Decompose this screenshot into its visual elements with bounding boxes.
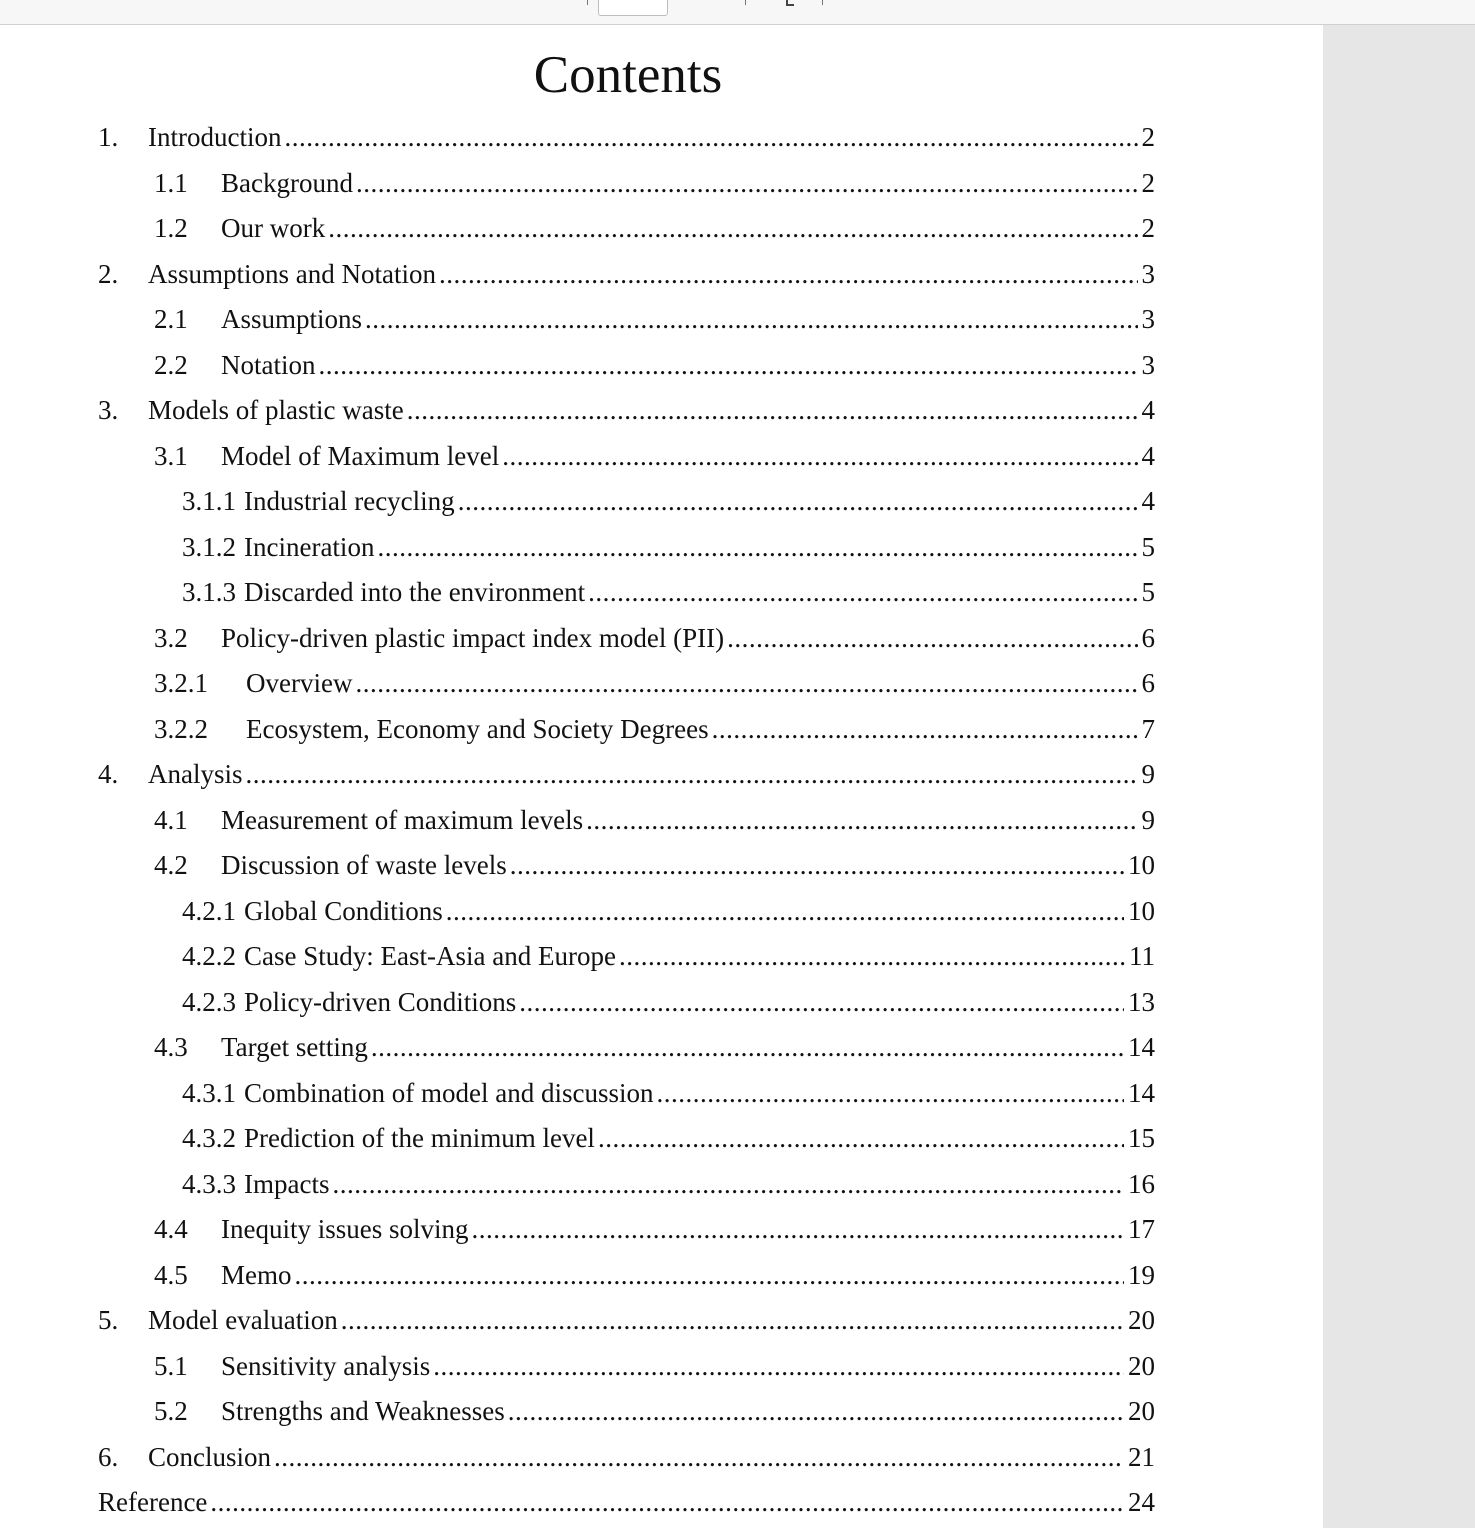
document-page (0, 25, 1323, 1528)
toc-entry-page: 10 (1128, 850, 1155, 880)
toc-leader-dots (586, 803, 1137, 837)
toc-entry[interactable] (154, 439, 1155, 473)
toc-leader-dots (341, 1303, 1124, 1337)
toc-entry-label: Sensitivity analysis (221, 1351, 431, 1381)
toc-entry-label: Global Conditions (244, 896, 443, 926)
toc-entry-page: 6 (1141, 623, 1155, 653)
toc-entry-page: 2 (1141, 213, 1155, 243)
toc-entry[interactable] (98, 1303, 1155, 1337)
toc-entry[interactable] (182, 894, 1155, 928)
toc-entry-number: 4.4 (154, 1214, 188, 1244)
toc-entry-number: 4.2.1 (182, 896, 236, 926)
toc-entry-page: 14 (1128, 1078, 1155, 1108)
toc-entry-number: 2.2 (154, 350, 188, 380)
toc-entry-number: 4.3.1 (182, 1078, 236, 1108)
toc-entry-label: Assumptions (221, 304, 363, 334)
toolbar-divider (822, 0, 823, 5)
toc-entry-label: Industrial recycling (244, 486, 455, 516)
toc-entry-label: Overview (246, 668, 353, 698)
fit-page-icon[interactable] (786, 0, 794, 6)
toc-entry[interactable] (182, 985, 1155, 1019)
toc-entry[interactable] (98, 393, 1155, 427)
toc-entry[interactable] (98, 1485, 1155, 1519)
toc-entry[interactable] (154, 211, 1155, 245)
toc-entry[interactable] (182, 1076, 1155, 1110)
toc-entry-page: 19 (1128, 1260, 1155, 1290)
toc-entry[interactable] (182, 1121, 1155, 1155)
toc-leader-dots (712, 712, 1138, 746)
toc-entry-page: 10 (1128, 896, 1155, 926)
toc-entry-page: 4 (1141, 441, 1155, 471)
toc-entry-number: 4.3.2 (182, 1123, 236, 1153)
toc-entry-label: Reference (98, 1487, 208, 1517)
toc-entry-number: 6. (98, 1442, 119, 1472)
toc-leader-dots (274, 1440, 1124, 1474)
toc-entry-label: Ecosystem, Economy and Society Degrees (246, 714, 709, 744)
toc-leader-dots (598, 1121, 1124, 1155)
toc-entry-label: Models of plastic waste (148, 395, 404, 425)
toc-entry-number: 4.3 (154, 1032, 188, 1062)
toc-leader-dots (284, 120, 1137, 154)
toc-entry[interactable] (154, 1394, 1155, 1428)
toc-entry[interactable] (154, 666, 1155, 700)
toc-entry-number: 3.2.1 (154, 668, 208, 698)
toc-entry-page: 9 (1141, 805, 1155, 835)
toc-entry-label: Conclusion (148, 1442, 272, 1472)
toc-leader-dots (355, 666, 1137, 700)
toc-entry-label: Discussion of waste levels (221, 850, 507, 880)
toc-entry-number: 5.2 (154, 1396, 188, 1426)
toc-entry-number: 1.2 (154, 213, 188, 243)
toolbar-divider (587, 0, 588, 5)
toc-leader-dots (446, 894, 1124, 928)
toc-entry-label: Memo (221, 1260, 292, 1290)
toc-entry-label: Assumptions and Notation (148, 259, 436, 289)
toc-leader-dots (439, 257, 1138, 291)
toc-leader-dots (371, 1030, 1124, 1064)
toc-entry-page: 3 (1141, 259, 1155, 289)
toc-entry-label: Combination of model and discussion (244, 1078, 654, 1108)
toc-leader-dots (519, 985, 1124, 1019)
toc-leader-dots (472, 1212, 1125, 1246)
viewer-background (1323, 25, 1475, 1528)
toc-entry-number: 5.1 (154, 1351, 188, 1381)
toc-entry-label: Background (221, 168, 353, 198)
toc-entry-number: 3.1 (154, 441, 188, 471)
toc-entry-label: Impacts (244, 1169, 330, 1199)
toc-entry-label: Policy-driven plastic impact index model (PII) (221, 623, 725, 653)
toc-entry[interactable] (154, 1258, 1155, 1292)
toc-entry-label: Measurement of maximum levels (221, 805, 584, 835)
toc-entry[interactable] (154, 1212, 1155, 1246)
toc-leader-dots (619, 939, 1125, 973)
toc-entry-page: 3 (1141, 304, 1155, 334)
toc-entry[interactable] (154, 1030, 1155, 1064)
toc-leader-dots (656, 1076, 1124, 1110)
toc-leader-dots (319, 348, 1138, 382)
toc-entry[interactable] (98, 757, 1155, 791)
toc-entry-number: 5. (98, 1305, 119, 1335)
toc-entry-number: 3.1.1 (182, 486, 236, 516)
toc-entry[interactable] (98, 1440, 1155, 1474)
toc-entry[interactable] (98, 120, 1155, 154)
toc-entry-page: 9 (1141, 759, 1155, 789)
toc-entry-number: 3.2 (154, 623, 188, 653)
toc-entry[interactable] (154, 166, 1155, 200)
toc-entry-page: 20 (1128, 1351, 1155, 1381)
toc-entry-label: Discarded into the environment (244, 577, 586, 607)
toc-entry[interactable] (182, 939, 1155, 973)
toc-entry-page: 3 (1141, 350, 1155, 380)
toc-entry-number: 2.1 (154, 304, 188, 334)
toc-entry-page: 4 (1141, 486, 1155, 516)
page-title: Contents (533, 46, 723, 104)
toc-entry-label: Incineration (244, 532, 375, 562)
toc-entry-number: 2. (98, 259, 119, 289)
toc-entry-page: 2 (1141, 168, 1155, 198)
toc-leader-dots (433, 1349, 1124, 1383)
toc-entry[interactable] (182, 575, 1155, 609)
toc-entry-page: 20 (1128, 1396, 1155, 1426)
toc-entry[interactable] (154, 803, 1155, 837)
toc-entry[interactable] (182, 1167, 1155, 1201)
toc-entry-number: 3.1.2 (182, 532, 236, 562)
toc-leader-dots (295, 1258, 1125, 1292)
toc-entry-number: 4.2.3 (182, 987, 236, 1017)
toc-entry-page: 16 (1128, 1169, 1155, 1199)
toc-entry-number: 4.2 (154, 850, 188, 880)
toc-entry-page: 4 (1141, 395, 1155, 425)
toc-entry-number: 4.2.2 (182, 941, 236, 971)
toc-leader-dots (365, 302, 1137, 336)
toc-entry-page: 13 (1128, 987, 1155, 1017)
toc-leader-dots (356, 166, 1138, 200)
toc-entry-label: Inequity issues solving (221, 1214, 469, 1244)
toc-entry-page: 17 (1128, 1214, 1155, 1244)
toc-entry[interactable] (154, 302, 1155, 336)
toc-leader-dots (377, 530, 1137, 564)
toc-leader-dots (502, 439, 1137, 473)
toc-entry[interactable] (182, 484, 1155, 518)
toc-entry-number: 4.5 (154, 1260, 188, 1290)
toc-entry-page: 6 (1141, 668, 1155, 698)
toc-entry-page: 11 (1129, 941, 1155, 971)
toc-leader-dots (727, 621, 1137, 655)
toc-entry[interactable] (154, 348, 1155, 382)
toc-entry-page: 15 (1128, 1123, 1155, 1153)
toc-entry-label: Case Study: East-Asia and Europe (244, 941, 616, 971)
toc-entry[interactable] (154, 621, 1155, 655)
toc-entry-number: 3.1.3 (182, 577, 236, 607)
toc-entry-label: Analysis (148, 759, 243, 789)
toc-entry[interactable] (154, 1349, 1155, 1383)
toc-entry-page: 24 (1128, 1487, 1155, 1517)
toc-entry[interactable] (154, 712, 1155, 746)
toc-entry-page: 5 (1141, 577, 1155, 607)
toc-entry-label: Prediction of the minimum level (244, 1123, 595, 1153)
toc-entry-number: 4. (98, 759, 119, 789)
toc-entry-page: 5 (1141, 532, 1155, 562)
toc-entry-label: Notation (221, 350, 316, 380)
toc-entry-page: 7 (1141, 714, 1155, 744)
toc-entry-number: 3. (98, 395, 119, 425)
toc-entry-number: 1.1 (154, 168, 188, 198)
toc-entry-label: Model evaluation (148, 1305, 338, 1335)
page-number-input[interactable] (598, 0, 668, 16)
toc-entry[interactable] (98, 257, 1155, 291)
toc-entry-page: 2 (1141, 122, 1155, 152)
toc-entry-label: Target setting (221, 1032, 368, 1062)
toc-leader-dots (588, 575, 1137, 609)
toc-entry-label: Introduction (148, 122, 282, 152)
toc-entry-label: Model of Maximum level (221, 441, 500, 471)
toolbar-divider (745, 0, 746, 5)
toc-entry-label: Our work (221, 213, 326, 243)
toc-leader-dots (407, 393, 1138, 427)
toc-entry-label: Strengths and Weaknesses (221, 1396, 505, 1426)
toc-leader-dots (458, 484, 1138, 518)
toc-entry-number: 3.2.2 (154, 714, 208, 744)
toc-entry-page: 20 (1128, 1305, 1155, 1335)
toc-leader-dots (210, 1485, 1124, 1519)
toc-leader-dots (246, 757, 1138, 791)
toc-leader-dots (328, 211, 1137, 245)
toc-leader-dots (510, 848, 1124, 882)
toc-entry-page: 21 (1128, 1442, 1155, 1472)
toc-entry[interactable] (154, 848, 1155, 882)
toc-entry-number: 1. (98, 122, 119, 152)
toc-leader-dots (332, 1167, 1124, 1201)
toc-leader-dots (508, 1394, 1124, 1428)
toc-entry-page: 14 (1128, 1032, 1155, 1062)
toc-entry-label: Policy-driven Conditions (244, 987, 517, 1017)
toc-entry-number: 4.1 (154, 805, 188, 835)
toc-entry[interactable] (182, 530, 1155, 564)
viewer-toolbar (0, 0, 1475, 25)
toc-entry-number: 4.3.3 (182, 1169, 236, 1199)
